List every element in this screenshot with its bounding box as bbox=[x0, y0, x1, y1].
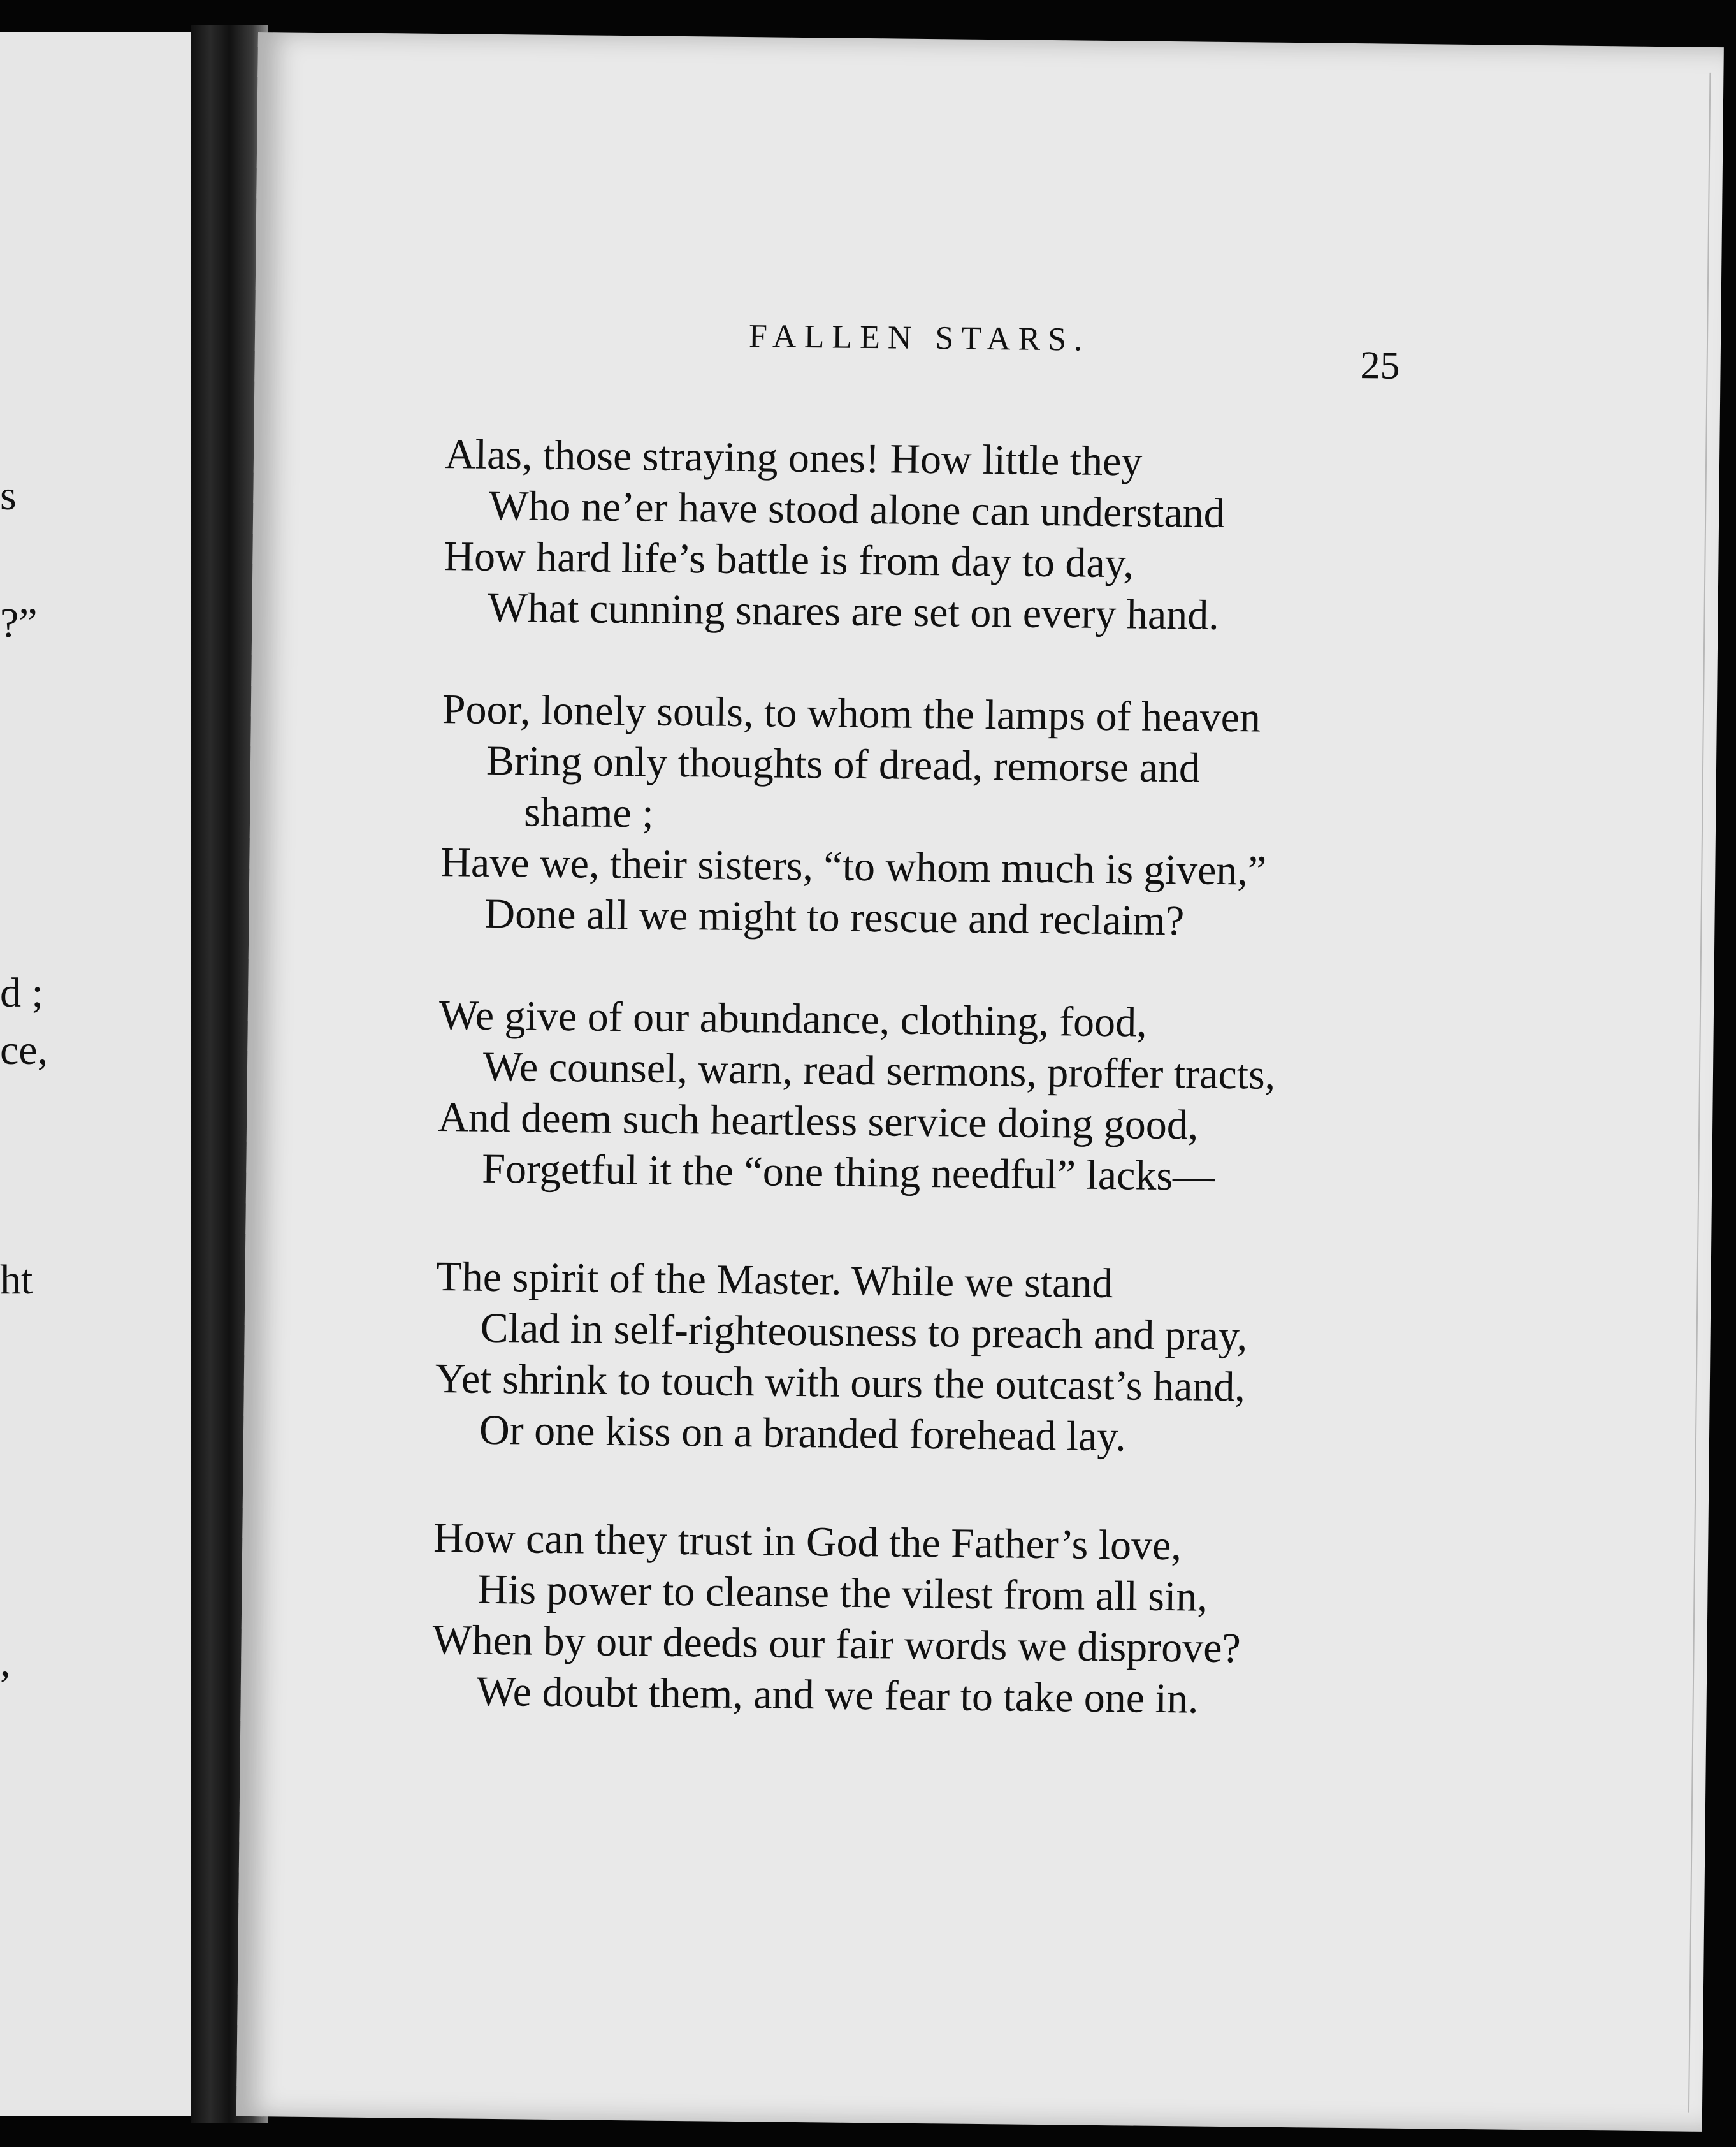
poem-line: What cunning snares are set on every hand. bbox=[488, 584, 1220, 639]
poem-line: We counsel, warn, read sermons, proffer tracts, bbox=[482, 1043, 1276, 1098]
left-page-fragment: d ; bbox=[0, 970, 43, 1016]
poem-line: Or one kiss on a branded forehead lay. bbox=[479, 1406, 1127, 1460]
poem-line: Done all we might to rescue and reclaim? bbox=[484, 890, 1185, 945]
poem-line: Forgetful it the “one thing needful” lacks— bbox=[481, 1145, 1215, 1200]
poem-line: His power to cleanse the vilest from all sin, bbox=[477, 1566, 1208, 1620]
poem-line: Clad in self-righteousness to preach and pray, bbox=[480, 1304, 1248, 1360]
poem-line: shame ; bbox=[523, 789, 655, 837]
poem-line: When by our deeds our fair words we disprove? bbox=[432, 1617, 1241, 1672]
poem-line: Have we, their sisters, “to whom much is given,” bbox=[440, 839, 1267, 894]
poem-line: And deem such heartless service doing good, bbox=[437, 1094, 1199, 1149]
page-content bbox=[236, 32, 1724, 2132]
poem-line: Bring only thoughts of dread, remorse and bbox=[486, 737, 1201, 792]
poem-line: How hard life’s battle is from day to day, bbox=[444, 533, 1134, 587]
left-page-fragment: ?” bbox=[0, 600, 38, 646]
stanza bbox=[245, 1249, 1647, 1460]
stanza bbox=[254, 427, 1656, 639]
poem-line: Yet shrink to touch with ours the outcast’s hand, bbox=[435, 1355, 1246, 1411]
page-number: 25 bbox=[1360, 344, 1400, 388]
poem-line: We give of our abundance, clothing, food, bbox=[438, 992, 1148, 1046]
left-page-fragment: ht bbox=[0, 1256, 33, 1303]
poem-line: Poor, lonely souls, to whom the lamps of heaven bbox=[442, 686, 1261, 741]
stanza bbox=[251, 682, 1653, 945]
poem-line: How can they trust in God the Father’s love, bbox=[433, 1515, 1182, 1569]
book-page bbox=[236, 32, 1724, 2132]
left-page-fragment: ce, bbox=[0, 1027, 48, 1074]
left-facing-page bbox=[0, 32, 194, 2116]
running-head: FALLEN STARS. bbox=[748, 318, 1090, 358]
poem-line: We doubt them, and we fear to take one in. bbox=[476, 1668, 1199, 1722]
poem-line: Alas, those straying ones! How little they bbox=[444, 431, 1143, 485]
poem-line: Who ne’er have stood alone can understand bbox=[488, 482, 1226, 537]
left-page-fragment: s bbox=[0, 472, 17, 519]
stanza bbox=[243, 1511, 1645, 1722]
left-page-fragment: , bbox=[0, 1639, 11, 1685]
stanza bbox=[248, 988, 1650, 1200]
poem-line: The spirit of the Master. While we stand bbox=[436, 1253, 1113, 1307]
